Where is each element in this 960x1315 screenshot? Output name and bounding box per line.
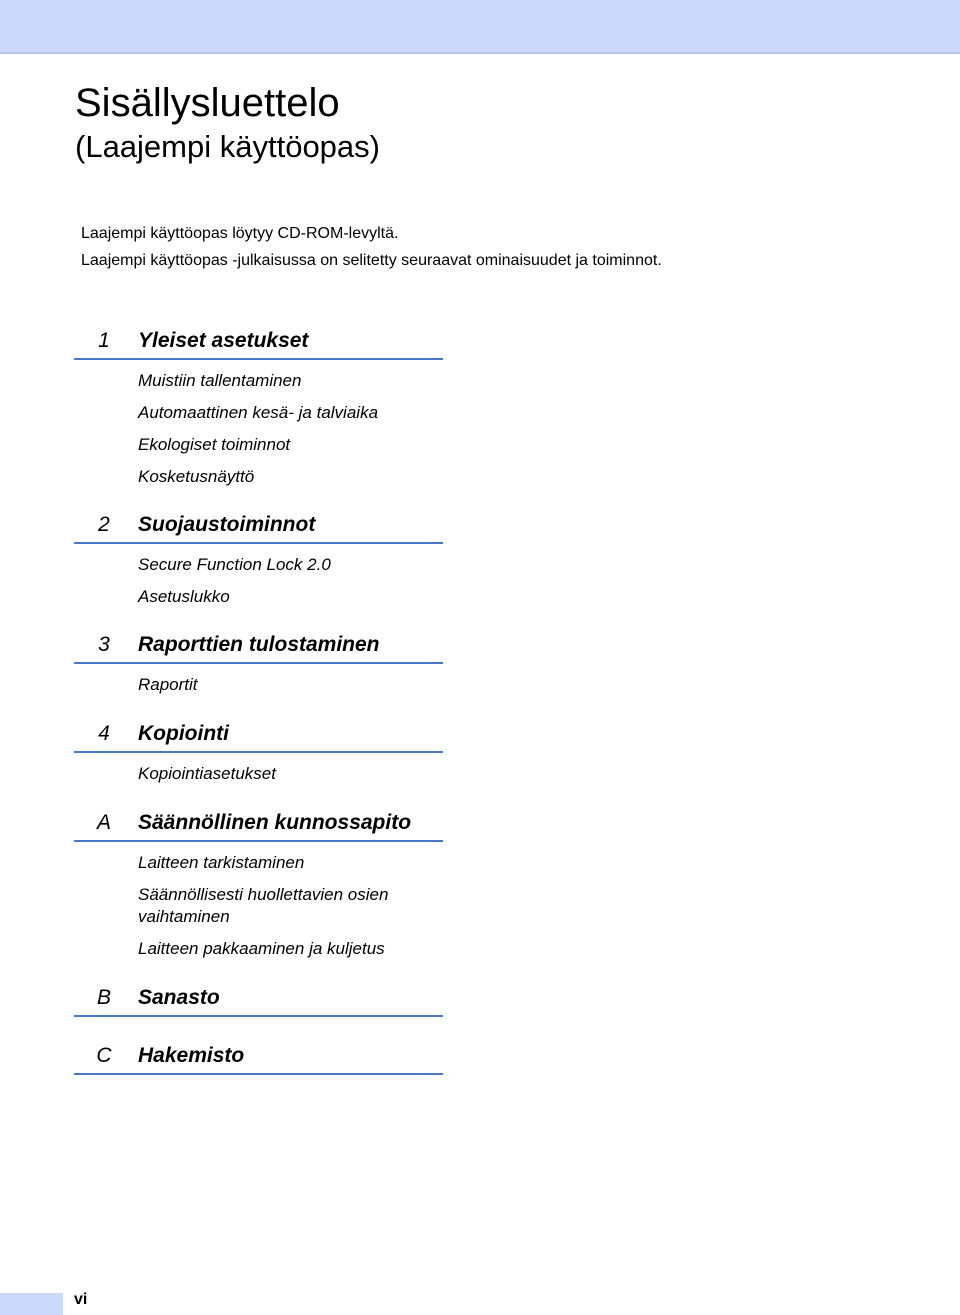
page-title: [75, 80, 380, 166]
toc-entry[interactable]: Ekologiset toiminnot: [138, 435, 291, 454]
chapter-heading[interactable]: [74, 622, 443, 664]
chapter-number: A: [96, 811, 111, 834]
chapter-number: 1: [98, 329, 110, 352]
intro-line: Laajempi käyttöopas löytyy CD-ROM-levyltä.: [81, 225, 399, 242]
chapter-title[interactable]: Kopiointi: [138, 722, 229, 745]
toc-entry[interactable]: Muistiin tallentaminen: [138, 371, 302, 390]
chapter-number: 4: [98, 722, 110, 745]
chapter-heading[interactable]: [74, 502, 443, 544]
toc-chapter-c[interactable]: [74, 1033, 443, 1075]
chapter-number: B: [96, 986, 111, 1009]
toc-chapter-b[interactable]: [74, 975, 443, 1017]
title-main: Sisällysluettelo: [75, 81, 340, 125]
page-number: vi: [74, 1291, 88, 1308]
intro-text: [81, 220, 662, 274]
chapter-heading[interactable]: [74, 318, 443, 360]
chapter-number: 3: [98, 633, 110, 656]
toc-entry[interactable]: Laitteen tarkistaminen: [138, 853, 305, 872]
title-sub: (Laajempi käyttöopas): [75, 129, 380, 164]
toc-entry[interactable]: Automaattinen kesä- ja talviaika: [138, 403, 379, 422]
chapter-title[interactable]: Suojaustoiminnot: [138, 513, 316, 536]
chapter-items: [74, 674, 443, 696]
chapter-items: [74, 554, 443, 608]
chapter-heading[interactable]: [74, 800, 443, 842]
chapter-heading[interactable]: [74, 711, 443, 753]
chapter-heading[interactable]: [74, 1033, 443, 1075]
intro-line: Laajempi käyttöopas -julkaisussa on selitetty seuraavat ominaisuudet ja toiminnot.: [81, 252, 662, 269]
chapter-title[interactable]: Raporttien tulostaminen: [138, 633, 380, 656]
toc-chapter-2[interactable]: [74, 502, 443, 618]
toc-entry[interactable]: Asetuslukko: [138, 587, 230, 606]
chapter-number: C: [96, 1044, 112, 1067]
toc-entry[interactable]: Kosketusnäyttö: [138, 467, 255, 486]
toc-entry[interactable]: Raportit: [138, 675, 198, 694]
chapter-items: [74, 370, 443, 488]
toc-entry[interactable]: Kopiointiasetukset: [138, 764, 276, 783]
toc-entry[interactable]: Säännöllisesti huollettavien osien vaihtaminen: [138, 885, 389, 926]
chapter-number: 2: [98, 513, 110, 536]
chapter-heading[interactable]: [74, 975, 443, 1017]
chapter-title[interactable]: Säännöllinen kunnossapito: [138, 811, 412, 834]
chapter-items: [74, 852, 443, 960]
chapter-title[interactable]: Sanasto: [138, 986, 220, 1009]
toc-chapter-4[interactable]: [74, 711, 443, 795]
toc-entry[interactable]: Laitteen pakkaaminen ja kuljetus: [138, 939, 385, 958]
toc-chapter-1[interactable]: [74, 318, 443, 498]
chapter-items: [74, 763, 443, 785]
footer-tab: [0, 1293, 63, 1315]
chapter-title[interactable]: Hakemisto: [138, 1044, 245, 1067]
toc-chapter-3[interactable]: [74, 622, 443, 706]
chapter-title[interactable]: Yleiset asetukset: [138, 329, 309, 352]
toc-chapter-a[interactable]: [74, 800, 443, 970]
header-band: [0, 0, 960, 54]
toc-entry[interactable]: Secure Function Lock 2.0: [138, 555, 331, 574]
